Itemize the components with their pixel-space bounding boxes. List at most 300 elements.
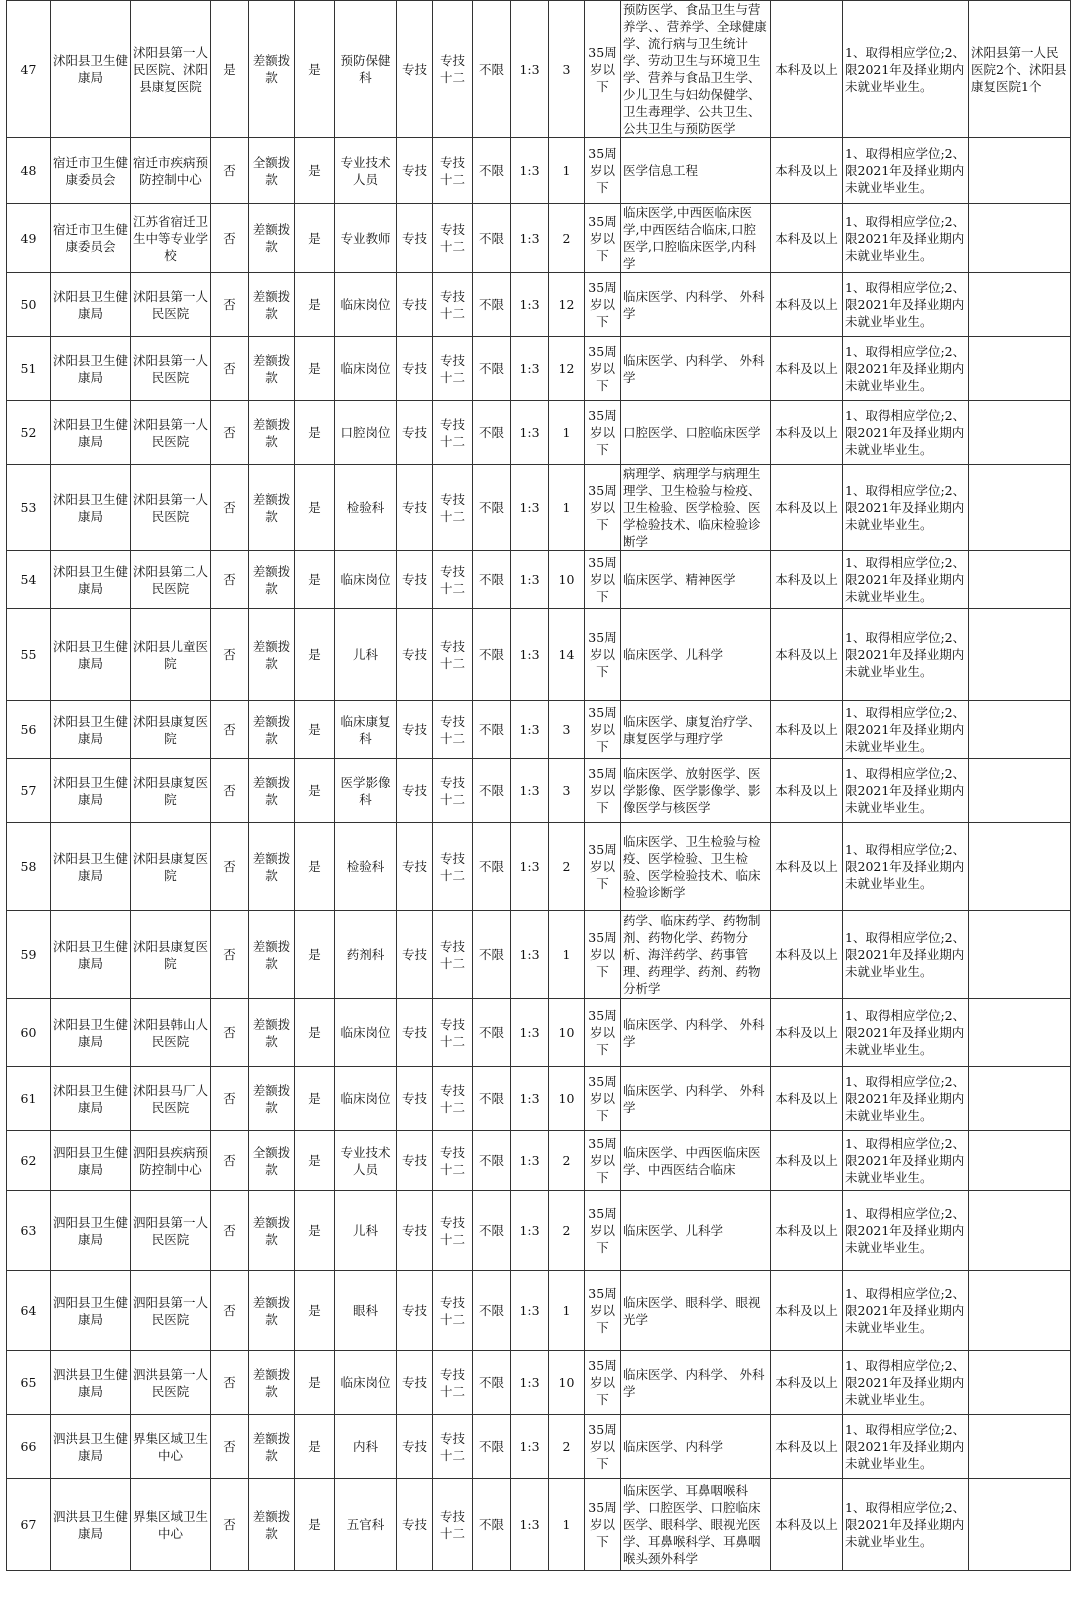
major-requirement: 临床医学、卫生检验与检疫、医学检验、卫生检验、医学检验技术、临床检验诊断学: [621, 823, 771, 911]
restriction-cell: 不限: [473, 551, 511, 609]
other-conditions: 1、取得相应学位;2、限2021年及择业期内未就业毕业生。: [843, 337, 969, 401]
table-row: [7, 204, 1071, 273]
post-category: 专技: [397, 609, 433, 701]
table-row: [7, 1, 1071, 138]
major-requirement: 临床医学,中西医临床医学,中西医结合临床,口腔医学,口腔临床医学,内科学: [621, 204, 771, 273]
post-level: 专技十二: [433, 204, 473, 273]
age-limit: 35周岁以下: [585, 273, 621, 337]
flag-cell: 否: [211, 1131, 249, 1191]
hire-count: 1: [549, 911, 585, 999]
post-name: 眼科: [335, 1271, 397, 1351]
education-requirement: 本科及以上: [771, 1191, 843, 1271]
other-conditions: 1、取得相应学位;2、限2021年及择业期内未就业毕业生。: [843, 1351, 969, 1415]
row-number: 58: [7, 823, 51, 911]
flag-cell: 是: [295, 337, 335, 401]
exam-ratio: 1:3: [511, 609, 549, 701]
post-name: 临床岗位: [335, 1351, 397, 1415]
hire-count: 3: [549, 759, 585, 823]
age-limit: 35周岁以下: [585, 401, 621, 465]
flag-cell: 是: [295, 759, 335, 823]
row-number: 52: [7, 401, 51, 465]
funding-type: 差额拨款: [249, 1191, 295, 1271]
exam-ratio: 1:3: [511, 1, 549, 138]
post-level: 专技十二: [433, 465, 473, 551]
hiring-unit: 沭阳县康复医院: [131, 911, 211, 999]
remarks: [969, 1131, 1071, 1191]
remarks: [969, 759, 1071, 823]
post-category: 专技: [397, 999, 433, 1067]
post-name: 临床岗位: [335, 337, 397, 401]
major-requirement: 临床医学、内科学、 外科学: [621, 1351, 771, 1415]
flag-cell: 是: [211, 1, 249, 138]
post-name: 临床岗位: [335, 1067, 397, 1131]
hire-count: 2: [549, 1415, 585, 1479]
exam-ratio: 1:3: [511, 465, 549, 551]
flag-cell: 否: [211, 1479, 249, 1571]
row-number: 56: [7, 701, 51, 759]
flag-cell: 否: [211, 401, 249, 465]
hiring-unit: 沭阳县康复医院: [131, 701, 211, 759]
major-requirement: 药学、临床药学、药物制剂、药物化学、药物分析、海洋药学、药事管理、药理学、药剂、药物分析学: [621, 911, 771, 999]
restriction-cell: 不限: [473, 999, 511, 1067]
remarks: [969, 999, 1071, 1067]
remarks: [969, 273, 1071, 337]
major-requirement: 临床医学、内科学: [621, 1415, 771, 1479]
hiring-unit: 沭阳县康复医院: [131, 759, 211, 823]
remarks: [969, 1351, 1071, 1415]
post-level: 专技十二: [433, 1351, 473, 1415]
restriction-cell: 不限: [473, 1067, 511, 1131]
flag-cell: 是: [295, 1067, 335, 1131]
department: 沭阳县卫生健康局: [51, 823, 131, 911]
flag-cell: 否: [211, 1351, 249, 1415]
department: 泗阳县卫生健康局: [51, 1191, 131, 1271]
education-requirement: 本科及以上: [771, 609, 843, 701]
post-category: 专技: [397, 138, 433, 204]
department: 沭阳县卫生健康局: [51, 999, 131, 1067]
table-row: [7, 401, 1071, 465]
age-limit: 35周岁以下: [585, 1415, 621, 1479]
other-conditions: 1、取得相应学位;2、限2021年及择业期内未就业毕业生。: [843, 551, 969, 609]
flag-cell: 否: [211, 1191, 249, 1271]
flag-cell: 是: [295, 1479, 335, 1571]
hire-count: 10: [549, 1351, 585, 1415]
table-row: [7, 465, 1071, 551]
age-limit: 35周岁以下: [585, 1131, 621, 1191]
exam-ratio: 1:3: [511, 1271, 549, 1351]
post-name: 专业技术人员: [335, 138, 397, 204]
restriction-cell: 不限: [473, 1271, 511, 1351]
restriction-cell: 不限: [473, 337, 511, 401]
hire-count: 2: [549, 823, 585, 911]
education-requirement: 本科及以上: [771, 1, 843, 138]
hire-count: 14: [549, 609, 585, 701]
row-number: 60: [7, 999, 51, 1067]
other-conditions: 1、取得相应学位;2、限2021年及择业期内未就业毕业生。: [843, 1, 969, 138]
hiring-unit: 沭阳县儿童医院: [131, 609, 211, 701]
row-number: 66: [7, 1415, 51, 1479]
other-conditions: 1、取得相应学位;2、限2021年及择业期内未就业毕业生。: [843, 759, 969, 823]
exam-ratio: 1:3: [511, 701, 549, 759]
post-level: 专技十二: [433, 1131, 473, 1191]
major-requirement: 临床医学、中西医临床医学、中西医结合临床: [621, 1131, 771, 1191]
other-conditions: 1、取得相应学位;2、限2021年及择业期内未就业毕业生。: [843, 1415, 969, 1479]
flag-cell: 是: [295, 609, 335, 701]
post-name: 专业技术人员: [335, 1131, 397, 1191]
row-number: 67: [7, 1479, 51, 1571]
other-conditions: 1、取得相应学位;2、限2021年及择业期内未就业毕业生。: [843, 1271, 969, 1351]
post-name: 儿科: [335, 609, 397, 701]
remarks: [969, 609, 1071, 701]
post-category: 专技: [397, 701, 433, 759]
major-requirement: 临床医学、康复治疗学、康复医学与理疗学: [621, 701, 771, 759]
flag-cell: 否: [211, 701, 249, 759]
flag-cell: 是: [295, 1415, 335, 1479]
restriction-cell: 不限: [473, 465, 511, 551]
restriction-cell: 不限: [473, 1351, 511, 1415]
hire-count: 2: [549, 1131, 585, 1191]
post-name: 预防保健科: [335, 1, 397, 138]
flag-cell: 是: [295, 1351, 335, 1415]
education-requirement: 本科及以上: [771, 337, 843, 401]
post-category: 专技: [397, 759, 433, 823]
hire-count: 1: [549, 1479, 585, 1571]
age-limit: 35周岁以下: [585, 759, 621, 823]
hire-count: 1: [549, 1271, 585, 1351]
restriction-cell: 不限: [473, 1131, 511, 1191]
hire-count: 3: [549, 701, 585, 759]
other-conditions: 1、取得相应学位;2、限2021年及择业期内未就业毕业生。: [843, 1479, 969, 1571]
hiring-unit: 江苏省宿迁卫生中等专业学校: [131, 204, 211, 273]
row-number: 54: [7, 551, 51, 609]
hire-count: 1: [549, 401, 585, 465]
flag-cell: 否: [211, 204, 249, 273]
exam-ratio: 1:3: [511, 823, 549, 911]
post-level: 专技十二: [433, 701, 473, 759]
row-number: 57: [7, 759, 51, 823]
major-requirement: 病理学、病理学与病理生理学、卫生检验与检疫、卫生检验、医学检验、医学检验技术、临床检验诊断学: [621, 465, 771, 551]
exam-ratio: 1:3: [511, 999, 549, 1067]
exam-ratio: 1:3: [511, 1067, 549, 1131]
flag-cell: 否: [211, 823, 249, 911]
table-row: [7, 273, 1071, 337]
remarks: [969, 465, 1071, 551]
funding-type: 差额拨款: [249, 823, 295, 911]
post-category: 专技: [397, 337, 433, 401]
hiring-unit: 泗阳县第一人民医院: [131, 1191, 211, 1271]
flag-cell: 是: [295, 999, 335, 1067]
education-requirement: 本科及以上: [771, 1415, 843, 1479]
row-number: 65: [7, 1351, 51, 1415]
restriction-cell: 不限: [473, 273, 511, 337]
remarks: [969, 204, 1071, 273]
post-level: 专技十二: [433, 759, 473, 823]
age-limit: 35周岁以下: [585, 1351, 621, 1415]
post-category: 专技: [397, 1191, 433, 1271]
age-limit: 35周岁以下: [585, 337, 621, 401]
flag-cell: 否: [211, 911, 249, 999]
flag-cell: 是: [295, 1191, 335, 1271]
funding-type: 差额拨款: [249, 911, 295, 999]
age-limit: 35周岁以下: [585, 823, 621, 911]
other-conditions: 1、取得相应学位;2、限2021年及择业期内未就业毕业生。: [843, 701, 969, 759]
exam-ratio: 1:3: [511, 1191, 549, 1271]
other-conditions: 1、取得相应学位;2、限2021年及择业期内未就业毕业生。: [843, 1131, 969, 1191]
department: 沭阳县卫生健康局: [51, 1067, 131, 1131]
row-number: 64: [7, 1271, 51, 1351]
row-number: 48: [7, 138, 51, 204]
remarks: [969, 1271, 1071, 1351]
major-requirement: 口腔医学、口腔临床医学: [621, 401, 771, 465]
flag-cell: 是: [295, 465, 335, 551]
age-limit: 35周岁以下: [585, 609, 621, 701]
recruitment-table-sheet: [6, 0, 1070, 1571]
row-number: 55: [7, 609, 51, 701]
major-requirement: 临床医学、眼科学、眼视光学: [621, 1271, 771, 1351]
restriction-cell: 不限: [473, 759, 511, 823]
funding-type: 差额拨款: [249, 999, 295, 1067]
restriction-cell: 不限: [473, 609, 511, 701]
hire-count: 10: [549, 551, 585, 609]
table-row: [7, 823, 1071, 911]
department: 宿迁市卫生健康委员会: [51, 204, 131, 273]
table-row: [7, 551, 1071, 609]
age-limit: 35周岁以下: [585, 138, 621, 204]
remarks: [969, 401, 1071, 465]
exam-ratio: 1:3: [511, 337, 549, 401]
education-requirement: 本科及以上: [771, 759, 843, 823]
major-requirement: 临床医学、内科学、 外科学: [621, 999, 771, 1067]
hiring-unit: 泗阳县第一人民医院: [131, 1271, 211, 1351]
post-category: 专技: [397, 1479, 433, 1571]
department: 泗阳县卫生健康局: [51, 1271, 131, 1351]
row-number: 63: [7, 1191, 51, 1271]
row-number: 50: [7, 273, 51, 337]
major-requirement: 临床医学、内科学、 外科学: [621, 273, 771, 337]
post-name: 药剂科: [335, 911, 397, 999]
hiring-unit: 沭阳县第一人民医院、沭阳县康复医院: [131, 1, 211, 138]
age-limit: 35周岁以下: [585, 1479, 621, 1571]
major-requirement: 预防医学、食品卫生与营养学、、营养学、全球健康学、流行病与卫生统计学、劳动卫生与环境卫生学、营养与食品卫生学、少儿卫生与妇幼保健学、卫生毒理学、公共卫生、公共卫生与预防医学: [621, 1, 771, 138]
table-row: [7, 1415, 1071, 1479]
hiring-unit: 泗洪县第一人民医院: [131, 1351, 211, 1415]
funding-type: 差额拨款: [249, 465, 295, 551]
restriction-cell: 不限: [473, 911, 511, 999]
exam-ratio: 1:3: [511, 138, 549, 204]
major-requirement: 临床医学、耳鼻咽喉科学、口腔医学、口腔临床医学、眼科学、眼视光医学、耳鼻喉科学、耳鼻咽喉头颈外科学: [621, 1479, 771, 1571]
post-level: 专技十二: [433, 401, 473, 465]
flag-cell: 是: [295, 823, 335, 911]
restriction-cell: 不限: [473, 1, 511, 138]
age-limit: 35周岁以下: [585, 204, 621, 273]
exam-ratio: 1:3: [511, 759, 549, 823]
flag-cell: 是: [295, 1271, 335, 1351]
hiring-unit: 沭阳县第二人民医院: [131, 551, 211, 609]
post-category: 专技: [397, 1067, 433, 1131]
department: 泗洪县卫生健康局: [51, 1351, 131, 1415]
hire-count: 10: [549, 999, 585, 1067]
other-conditions: 1、取得相应学位;2、限2021年及择业期内未就业毕业生。: [843, 1067, 969, 1131]
restriction-cell: 不限: [473, 1191, 511, 1271]
hire-count: 12: [549, 273, 585, 337]
table-row: [7, 759, 1071, 823]
funding-type: 差额拨款: [249, 1271, 295, 1351]
education-requirement: 本科及以上: [771, 138, 843, 204]
table-row: [7, 701, 1071, 759]
education-requirement: 本科及以上: [771, 999, 843, 1067]
remarks: [969, 911, 1071, 999]
restriction-cell: 不限: [473, 401, 511, 465]
row-number: 53: [7, 465, 51, 551]
other-conditions: 1、取得相应学位;2、限2021年及择业期内未就业毕业生。: [843, 273, 969, 337]
post-category: 专技: [397, 401, 433, 465]
education-requirement: 本科及以上: [771, 911, 843, 999]
post-category: 专技: [397, 273, 433, 337]
post-category: 专技: [397, 911, 433, 999]
post-category: 专技: [397, 1415, 433, 1479]
table-row: [7, 609, 1071, 701]
restriction-cell: 不限: [473, 138, 511, 204]
hiring-unit: 界集区域卫生中心: [131, 1415, 211, 1479]
education-requirement: 本科及以上: [771, 1131, 843, 1191]
major-requirement: 临床医学、精神医学: [621, 551, 771, 609]
flag-cell: 是: [295, 551, 335, 609]
age-limit: 35周岁以下: [585, 701, 621, 759]
post-category: 专技: [397, 204, 433, 273]
post-level: 专技十二: [433, 1191, 473, 1271]
major-requirement: 临床医学、放射医学、医学影像、医学影像学、影像医学与核医学: [621, 759, 771, 823]
flag-cell: 否: [211, 273, 249, 337]
row-number: 47: [7, 1, 51, 138]
major-requirement: 临床医学、内科学、 外科学: [621, 1067, 771, 1131]
post-level: 专技十二: [433, 337, 473, 401]
exam-ratio: 1:3: [511, 911, 549, 999]
post-name: 临床岗位: [335, 551, 397, 609]
education-requirement: 本科及以上: [771, 204, 843, 273]
major-requirement: 医学信息工程: [621, 138, 771, 204]
table-row: [7, 1191, 1071, 1271]
post-category: 专技: [397, 823, 433, 911]
post-level: 专技十二: [433, 551, 473, 609]
post-level: 专技十二: [433, 138, 473, 204]
table-row: [7, 911, 1071, 999]
post-name: 检验科: [335, 465, 397, 551]
row-number: 59: [7, 911, 51, 999]
flag-cell: 是: [295, 1131, 335, 1191]
flag-cell: 否: [211, 551, 249, 609]
funding-type: 差额拨款: [249, 1415, 295, 1479]
post-level: 专技十二: [433, 999, 473, 1067]
hire-count: 3: [549, 1, 585, 138]
funding-type: 差额拨款: [249, 1, 295, 138]
remarks: 沭阳县第一人民医院2个、沭阳县康复医院1个: [969, 1, 1071, 138]
post-category: 专技: [397, 1, 433, 138]
flag-cell: 是: [295, 911, 335, 999]
post-level: 专技十二: [433, 609, 473, 701]
post-level: 专技十二: [433, 1479, 473, 1571]
table-row: [7, 1351, 1071, 1415]
remarks: [969, 337, 1071, 401]
other-conditions: 1、取得相应学位;2、限2021年及择业期内未就业毕业生。: [843, 999, 969, 1067]
post-name: 医学影像科: [335, 759, 397, 823]
table-row: [7, 1271, 1071, 1351]
flag-cell: 否: [211, 1415, 249, 1479]
hire-count: 2: [549, 1191, 585, 1271]
remarks: [969, 1067, 1071, 1131]
department: 沭阳县卫生健康局: [51, 911, 131, 999]
post-name: 内科: [335, 1415, 397, 1479]
post-level: 专技十二: [433, 1067, 473, 1131]
post-name: 儿科: [335, 1191, 397, 1271]
department: 沭阳县卫生健康局: [51, 609, 131, 701]
hiring-unit: 宿迁市疾病预防控制中心: [131, 138, 211, 204]
education-requirement: 本科及以上: [771, 1271, 843, 1351]
department: 沭阳县卫生健康局: [51, 401, 131, 465]
post-level: 专技十二: [433, 1271, 473, 1351]
post-category: 专技: [397, 1271, 433, 1351]
other-conditions: 1、取得相应学位;2、限2021年及择业期内未就业毕业生。: [843, 401, 969, 465]
education-requirement: 本科及以上: [771, 823, 843, 911]
table-row: [7, 999, 1071, 1067]
post-category: 专技: [397, 1351, 433, 1415]
hire-count: 1: [549, 138, 585, 204]
row-number: 61: [7, 1067, 51, 1131]
age-limit: 35周岁以下: [585, 465, 621, 551]
table-row: [7, 1131, 1071, 1191]
funding-type: 差额拨款: [249, 204, 295, 273]
flag-cell: 否: [211, 1271, 249, 1351]
flag-cell: 是: [295, 138, 335, 204]
age-limit: 35周岁以下: [585, 999, 621, 1067]
department: 宿迁市卫生健康委员会: [51, 138, 131, 204]
flag-cell: 否: [211, 138, 249, 204]
funding-type: 差额拨款: [249, 1067, 295, 1131]
table-row: [7, 138, 1071, 204]
hire-count: 1: [549, 465, 585, 551]
flag-cell: 是: [295, 1, 335, 138]
department: 泗阳县卫生健康局: [51, 1131, 131, 1191]
exam-ratio: 1:3: [511, 1415, 549, 1479]
post-level: 专技十二: [433, 823, 473, 911]
hiring-unit: 沭阳县第一人民医院: [131, 337, 211, 401]
post-name: 临床岗位: [335, 999, 397, 1067]
restriction-cell: 不限: [473, 204, 511, 273]
post-level: 专技十二: [433, 273, 473, 337]
exam-ratio: 1:3: [511, 401, 549, 465]
exam-ratio: 1:3: [511, 551, 549, 609]
flag-cell: 是: [295, 204, 335, 273]
major-requirement: 临床医学、儿科学: [621, 1191, 771, 1271]
other-conditions: 1、取得相应学位;2、限2021年及择业期内未就业毕业生。: [843, 1191, 969, 1271]
education-requirement: 本科及以上: [771, 401, 843, 465]
funding-type: 差额拨款: [249, 701, 295, 759]
restriction-cell: 不限: [473, 1415, 511, 1479]
post-level: 专技十二: [433, 1, 473, 138]
hire-count: 10: [549, 1067, 585, 1131]
age-limit: 35周岁以下: [585, 551, 621, 609]
recruitment-table: [6, 0, 1071, 1571]
hiring-unit: 泗阳县疾病预防控制中心: [131, 1131, 211, 1191]
exam-ratio: 1:3: [511, 1479, 549, 1571]
flag-cell: 是: [295, 401, 335, 465]
funding-type: 差额拨款: [249, 273, 295, 337]
remarks: [969, 1479, 1071, 1571]
department: 沭阳县卫生健康局: [51, 273, 131, 337]
department: 泗洪县卫生健康局: [51, 1479, 131, 1571]
hire-count: 2: [549, 204, 585, 273]
post-level: 专技十二: [433, 1415, 473, 1479]
funding-type: 全额拨款: [249, 138, 295, 204]
